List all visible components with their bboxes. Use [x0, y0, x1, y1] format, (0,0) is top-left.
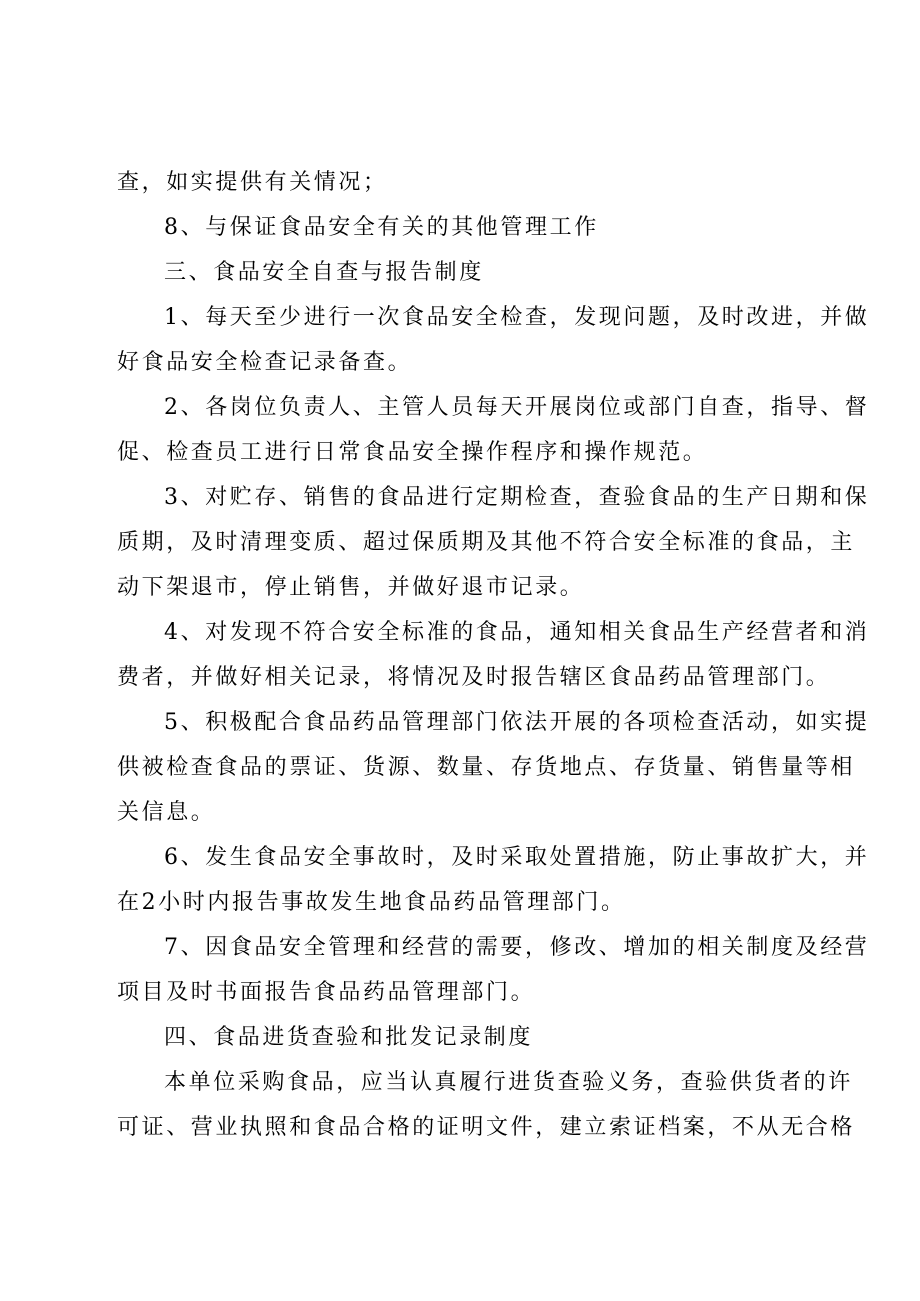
text-line: 查，如实提供有关情况；: [117, 170, 388, 195]
text-line: 6、发生食品安全事故时，及时采取处置措施，防止事故扩大，并: [164, 845, 870, 870]
text-line: 费者，并做好相关记录，将情况及时报告辖区食品药品管理部门。: [117, 665, 831, 690]
text-line: 关信息。: [117, 800, 216, 825]
text-line: 本单位采购食品，应当认真履行进货查验义务，查验供货者的许: [164, 1070, 853, 1095]
text-line: 动下架退市，停止销售，并做好退市记录。: [117, 575, 585, 600]
text-line: 2、各岗位负责人、主管人员每天开展岗位或部门自查，指导、督: [164, 395, 870, 420]
section-heading: 四、食品进货查验和批发记录制度: [164, 1025, 534, 1050]
text-line: 7、因食品安全管理和经营的需要，修改、增加的相关制度及经营: [164, 935, 870, 960]
text-line: 质期，及时清理变质、超过保质期及其他不符合安全标准的食品，主: [117, 530, 856, 555]
text-line: 促、检查员工进行日常食品安全操作程序和操作规范。: [117, 440, 708, 465]
text-line: 供被检查食品的票证、货源、数量、存货地点、存货量、销售量等相: [117, 755, 856, 780]
text-line: 3、对贮存、销售的食品进行定期检查，查验食品的生产日期和保: [164, 485, 870, 510]
text-line: 1、每天至少进行一次食品安全检查，发现问题，及时改进，并做: [164, 305, 870, 330]
document-body: [117, 160, 870, 1150]
text-line: 项目及时书面报告食品药品管理部门。: [117, 980, 536, 1005]
text-line: 4、对发现不符合安全标准的食品，通知相关食品生产经营者和消: [164, 620, 870, 645]
text-line: 在2小时内报告事故发生地食品药品管理部门。: [117, 890, 626, 915]
section-heading: 三、食品安全自查与报告制度: [164, 260, 484, 285]
text-line: 可证、营业执照和食品合格的证明文件，建立索证档案，不从无合格: [117, 1115, 856, 1140]
text-line: 8、与保证食品安全有关的其他管理工作: [164, 215, 599, 240]
text-line: 5、积极配合食品药品管理部门依法开展的各项检查活动，如实提: [164, 710, 870, 735]
text-line: 好食品安全检查记录备查。: [117, 350, 413, 375]
